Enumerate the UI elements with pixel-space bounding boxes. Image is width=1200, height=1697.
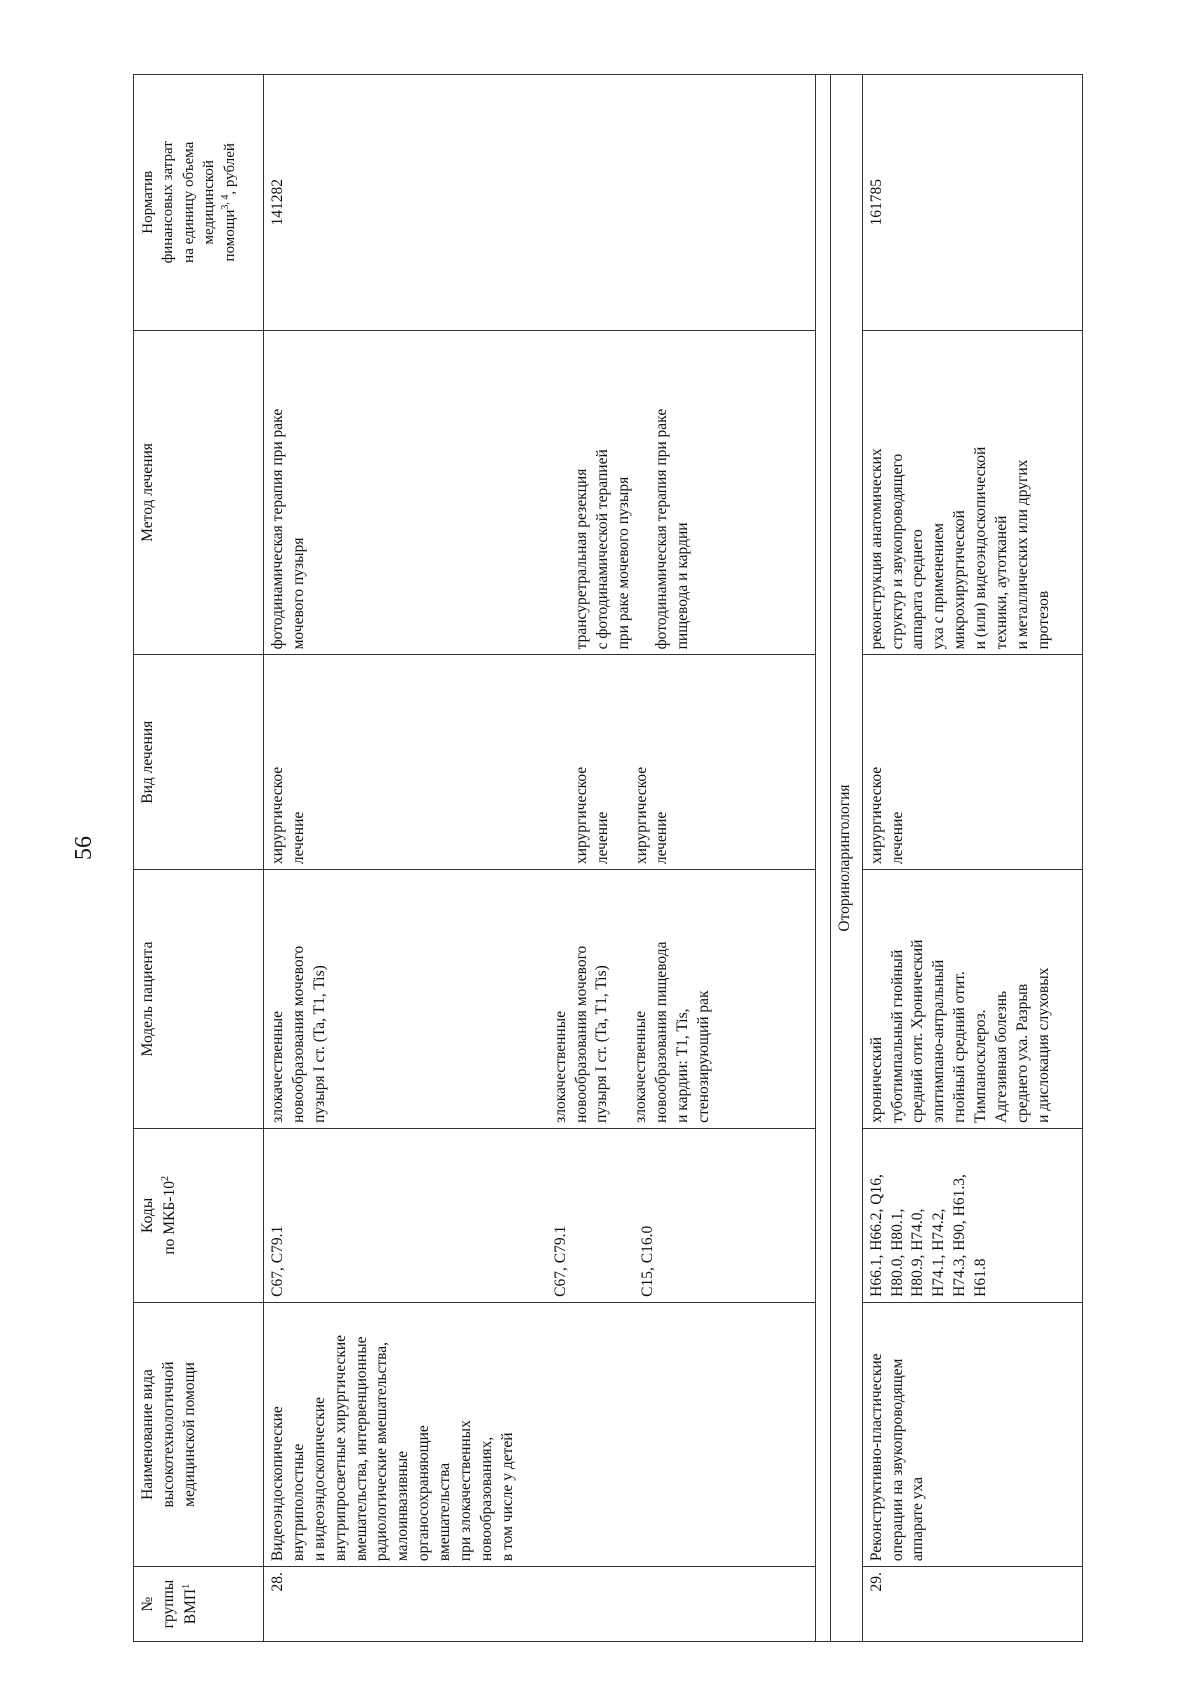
cell-line: лечение xyxy=(888,811,906,865)
header-patient-model: Модель пациента xyxy=(134,870,264,1129)
header-text: помощи xyxy=(222,209,238,262)
care-type-name xyxy=(862,1302,1082,1566)
cell-line: Видеоэндоскопические xyxy=(268,1406,286,1562)
cell-line: микрохирургической xyxy=(951,510,969,650)
cell-line: структур и звукопроводящего xyxy=(888,453,906,650)
header-text: высокотехнологичной xyxy=(159,1361,177,1508)
header-group-number xyxy=(134,1567,264,1642)
header-text: на единицу объема xyxy=(180,141,197,263)
cell-line: фотодинамическая терапия при раке xyxy=(653,408,671,650)
cell-line: трансуретральная резекция xyxy=(572,468,590,650)
header-text: медицинской помощи xyxy=(180,1362,198,1507)
cell-line: при раке мочевого пузыря xyxy=(614,476,632,650)
cell-line: хирургическое xyxy=(867,766,885,865)
patient-model xyxy=(263,870,815,1129)
cell-line: внутрипросветные хирургические xyxy=(331,1334,349,1562)
cell-line: средний отит. Хронический xyxy=(909,939,927,1123)
cell-line: пищевода и кардии xyxy=(674,522,692,650)
table-row-28 xyxy=(263,75,815,1642)
cell-line: новообразованиях, xyxy=(478,1436,496,1562)
cell-line: вмешательства xyxy=(436,1462,454,1562)
cell-line: H80.0, H80.1, xyxy=(888,1208,906,1297)
header-text: № xyxy=(139,1596,156,1612)
cell-line: злокачественные xyxy=(551,1010,569,1123)
type-block xyxy=(632,660,674,864)
cell-line: операции на звукопроводящем xyxy=(888,1358,906,1562)
header-text: по МКБ-10 xyxy=(161,1181,179,1255)
treatment-type xyxy=(263,655,815,870)
cell-line: фотодинамическая терапия при раке xyxy=(268,408,286,650)
header-text: Коды xyxy=(139,1197,156,1233)
cell-line: H80.9, H74.0, xyxy=(909,1208,927,1297)
cell-line: C15, C16.0 xyxy=(638,1225,656,1297)
cell-line: хирургическое xyxy=(572,766,590,865)
cell-line: уха с применением xyxy=(930,523,948,650)
model-block xyxy=(631,875,715,1123)
section-separator xyxy=(816,75,831,1642)
patient-model xyxy=(862,870,1082,1129)
cell-line: хронический xyxy=(867,1036,885,1123)
cell-line: лечение xyxy=(653,811,671,865)
cell-line: и металлических или других xyxy=(1014,459,1032,650)
cell-line: Реконструктивно-пластические xyxy=(867,1353,885,1562)
cell-line: лечение xyxy=(289,811,307,865)
group-number: 28. xyxy=(263,1567,815,1642)
separator-cell xyxy=(816,75,831,1642)
footnote-mark: 3, 4 xyxy=(220,194,231,210)
header-text: Наименование вида xyxy=(139,1369,156,1500)
cell-line: эпитимпано-антральный xyxy=(930,959,948,1123)
cell-line: H74.3, H90, H61.3, xyxy=(951,1174,969,1297)
method-block xyxy=(572,336,635,650)
group-number: 29. xyxy=(862,1567,1082,1642)
cell-line: новообразования мочевого xyxy=(572,945,590,1123)
cell-line: H61.8 xyxy=(972,1258,990,1297)
cell-line: и кардии: T1, Tis, xyxy=(674,1008,692,1123)
cell-line: органосохраняющие xyxy=(415,1425,433,1562)
header-text: ВМП xyxy=(182,1588,199,1625)
header-treatment-type: Вид лечения xyxy=(134,655,264,870)
model-block xyxy=(551,875,614,1123)
footnote-mark: 2 xyxy=(159,1176,171,1182)
cell-line: реконструкция анатомических xyxy=(867,448,885,650)
type-block xyxy=(572,660,614,864)
cost-standard: 141282 xyxy=(263,75,815,331)
header-text: Норматив xyxy=(140,170,156,234)
header-icd-codes xyxy=(134,1128,264,1302)
cell-line: при злокачественных xyxy=(457,1420,475,1562)
header-treatment-method: Метод лечения xyxy=(134,330,264,655)
cell-line: хирургическое xyxy=(632,766,650,865)
header-row xyxy=(134,75,264,1642)
icd-codes xyxy=(263,1128,815,1302)
header-cost-standard xyxy=(134,75,264,331)
header-text: финансовых затрат xyxy=(160,141,177,264)
cell-line: малоинвазивные xyxy=(394,1451,412,1562)
cell-line: и (или) видеоэндоскопической xyxy=(972,446,990,650)
cell-line: новообразования мочевого xyxy=(289,945,307,1123)
cell-line: мочевого пузыря xyxy=(289,537,307,650)
section-row xyxy=(831,75,862,1642)
header-text: , рублей xyxy=(222,143,238,195)
cell-line: среднего уха. Разрыв xyxy=(1014,983,1032,1123)
cell-line: и видеоэндоскопические xyxy=(310,1397,328,1562)
cell-line: Тимпаносклероз. xyxy=(972,1009,990,1123)
cell-line: пузыря I ст. (Ta, T1, Tis) xyxy=(593,965,611,1123)
cell-line: лечение xyxy=(593,811,611,865)
cell-line: злокачественные xyxy=(632,1010,650,1123)
cell-line: в том числе у детей xyxy=(498,1432,516,1562)
header-text: группы xyxy=(159,1579,177,1629)
cell-line: Адгезивная болезнь xyxy=(993,990,1011,1123)
cell-line: стенозирующий рак xyxy=(695,990,713,1123)
cell-line: злокачественные xyxy=(268,1010,286,1123)
rotated-table-container xyxy=(133,74,1083,1642)
header-text: медицинской xyxy=(200,160,217,245)
cell-line: C67, C79.1 xyxy=(551,1225,569,1297)
cell-line: H66.1, H66.2, Q16, xyxy=(867,1174,885,1297)
cell-line: C67, C79.1 xyxy=(268,1225,286,1297)
table-row-29 xyxy=(862,75,1082,1642)
type-block xyxy=(268,660,310,864)
cell-line: хирургическое xyxy=(268,766,286,865)
cell-line: вмешательства, интервенционные xyxy=(352,1336,370,1562)
cell-line: новообразования пищевода xyxy=(653,941,671,1123)
cell-line: техники, аутотканей xyxy=(993,515,1011,650)
treatment-method xyxy=(862,330,1082,655)
cell-line: и дислокация слуховых xyxy=(1034,967,1052,1123)
header-care-type xyxy=(134,1302,264,1566)
cell-line: H74.1, H74.2, xyxy=(930,1208,948,1297)
cell-line: внутриполостные xyxy=(289,1443,307,1562)
section-title: Оториноларингология xyxy=(831,75,862,1642)
icd-codes xyxy=(862,1128,1082,1302)
care-type-name xyxy=(263,1302,815,1566)
vmp-table xyxy=(133,74,1083,1642)
cell-line: гнойный средний отит. xyxy=(951,971,969,1123)
footnote-mark: 1 xyxy=(180,1583,192,1589)
cell-line: радиологические вмешательства, xyxy=(373,1341,391,1562)
cell-line: туботимпальный гнойный xyxy=(888,949,906,1123)
treatment-type xyxy=(862,655,1082,870)
model-block xyxy=(268,875,331,1123)
page-number: 56 xyxy=(70,836,97,860)
cost-standard: 161785 xyxy=(862,75,1082,331)
cell-line: аппарата среднего xyxy=(909,529,927,650)
cell-line: пузыря I ст. (Ta, T1, Tis) xyxy=(310,965,328,1123)
method-block xyxy=(268,336,310,650)
treatment-method xyxy=(263,330,815,655)
cell-line: с фотодинамической терапией xyxy=(593,449,611,650)
cell-line: протезов xyxy=(1034,590,1052,650)
method-block xyxy=(652,336,694,650)
cell-line: аппарате уха xyxy=(909,1477,927,1562)
